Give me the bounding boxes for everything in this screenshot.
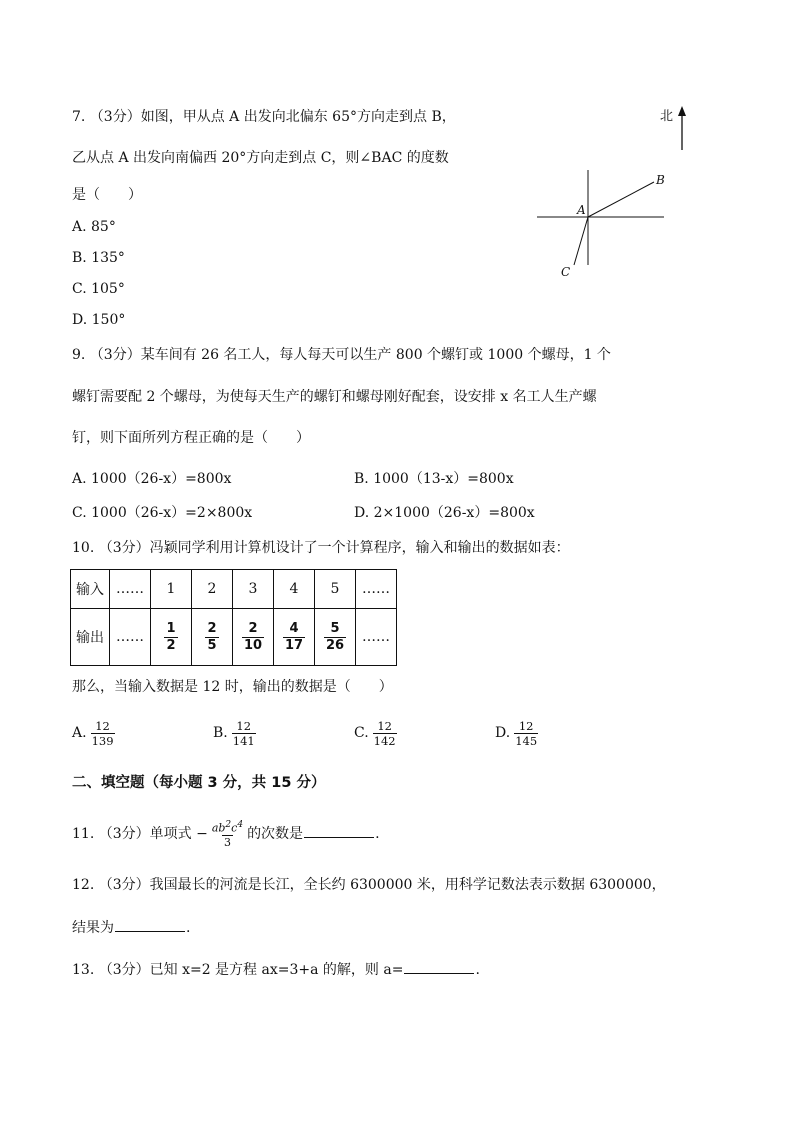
q11-exp-2: 4	[237, 820, 244, 831]
q13-end: .	[475, 962, 480, 978]
q11-denominator: 3	[223, 835, 231, 849]
output-ellipsis-left: ……	[110, 609, 151, 666]
input-cell: 2	[192, 570, 233, 609]
q7-line-1: 7. （3分）如图，甲从点 A 出发向北偏东 65°方向走到点 B，	[72, 109, 456, 125]
input-row	[71, 570, 397, 609]
point-a-label: A	[577, 203, 586, 217]
output-denominator: 17	[284, 638, 304, 653]
output-numerator: 5	[330, 621, 340, 636]
q7-line-2: 乙从点 A 出发向南偏西 20°方向走到点 C，则∠BAC 的度数	[72, 150, 449, 166]
q12-answer-blank[interactable]	[115, 917, 185, 932]
q10-option-d-num: 12	[518, 718, 534, 733]
io-table	[70, 569, 397, 666]
output-numerator: 4	[289, 621, 299, 636]
q11-prefix: 11. （3分）单项式 −	[72, 826, 208, 842]
q10-option-b-label: B.	[213, 725, 228, 741]
q9-option-a: A. 1000（26-x）=800x	[72, 471, 232, 487]
output-cell	[192, 609, 233, 666]
output-cell	[151, 609, 192, 666]
q9-option-b: B. 1000（13-x）=800x	[354, 471, 514, 487]
output-row	[71, 609, 397, 666]
q10-option-d-den: 145	[515, 733, 538, 748]
q11-exp-1: 2	[225, 820, 232, 831]
north-arrow-head	[678, 106, 686, 116]
q11-answer-blank[interactable]	[304, 823, 374, 838]
q7-option-c: C. 105°	[72, 281, 125, 297]
q7-option-d: D. 150°	[72, 312, 126, 328]
q13-prefix: 13. （3分）已知 x=2 是方程 ax=3+a 的解，则 a=	[72, 962, 404, 978]
q7-line-3: 是（ ）	[72, 187, 142, 203]
q10-option-b	[213, 716, 256, 750]
output-cell	[315, 609, 356, 666]
q11-num-c: c	[231, 821, 238, 835]
input-cell: 4	[274, 570, 315, 609]
q10-option-b-den: 141	[232, 733, 255, 748]
input-cell: 5	[315, 570, 356, 609]
input-cell: 3	[233, 570, 274, 609]
point-c-label: C	[561, 265, 571, 279]
q10-option-c	[354, 716, 397, 750]
output-denominator: 10	[243, 638, 263, 653]
input-ellipsis-left: ……	[110, 570, 151, 609]
output-denominator: 26	[325, 638, 345, 653]
q7-direction-figure	[520, 100, 700, 290]
output-numerator: 1	[166, 621, 176, 636]
q12-end: .	[186, 920, 191, 936]
q10-option-a-label: A.	[72, 725, 87, 741]
input-row-label: 输入	[71, 570, 110, 609]
q10-option-a-num: 12	[95, 718, 110, 733]
output-ellipsis-right: ……	[356, 609, 397, 666]
q9-line-1: 9. （3分）某车间有 26 名工人，每人每天可以生产 800 个螺钉或 1000 个螺母，1 个	[72, 347, 611, 363]
north-label: 北	[660, 109, 674, 124]
q10-option-b-num: 12	[236, 718, 252, 733]
q11-suffix: 的次数是	[247, 826, 304, 842]
output-cell	[233, 609, 274, 666]
q10-option-a-den: 139	[91, 733, 114, 748]
q9-line-2: 螺钉需要配 2 个螺母，为使每天生产的螺钉和螺母刚好配套，设安排 x 名工人生产螺	[72, 389, 597, 405]
q12-line-2	[72, 917, 190, 938]
section-2-heading: 二、填空题（每小题 3 分，共 15 分）	[72, 775, 326, 791]
q11-numerator	[210, 819, 245, 835]
q10-option-d	[495, 716, 538, 750]
ray-ab	[588, 182, 654, 217]
q12-line-1: 12. （3分）我国最长的河流是长江，全长约 6300000 米，用科学记数法表示数据 6300000，	[72, 877, 666, 893]
input-cell: 1	[151, 570, 192, 609]
output-row-label: 输出	[71, 609, 110, 666]
q10-option-c-num: 12	[377, 718, 392, 733]
q12-line-2-prefix: 结果为	[72, 920, 114, 936]
output-denominator: 2	[166, 638, 176, 653]
q13-answer-blank[interactable]	[404, 959, 474, 974]
q9-option-d: D. 2×1000（26-x）=800x	[354, 505, 535, 521]
point-b-label: B	[656, 173, 665, 187]
output-numerator: 2	[248, 621, 258, 636]
q7-option-a: A. 85°	[72, 219, 116, 235]
q10-option-d-label: D.	[495, 725, 511, 741]
ray-ac	[574, 217, 588, 265]
q11-end: .	[375, 826, 380, 842]
q10-line-1: 10. （3分）冯颖同学利用计算机设计了一个计算程序，输入和输出的数据如表：	[72, 540, 570, 556]
q10-option-a	[72, 716, 115, 750]
output-denominator: 5	[207, 638, 217, 653]
q9-option-c: C. 1000（26-x）=2×800x	[72, 505, 253, 521]
output-cell	[274, 609, 315, 666]
q11-num-ab: ab	[211, 821, 226, 835]
q13-line	[72, 959, 480, 980]
q11-line	[72, 812, 380, 856]
q10-question: 那么，当输入数据是 12 时，输出的数据是（ ）	[72, 679, 393, 695]
output-numerator: 2	[207, 621, 217, 636]
q10-option-c-label: C.	[354, 725, 369, 741]
q7-option-b: B. 135°	[72, 250, 125, 266]
input-ellipsis-right: ……	[356, 570, 397, 609]
q10-option-c-den: 142	[373, 733, 396, 748]
q9-line-3: 钉，则下面所列方程正确的是（ ）	[72, 430, 310, 446]
